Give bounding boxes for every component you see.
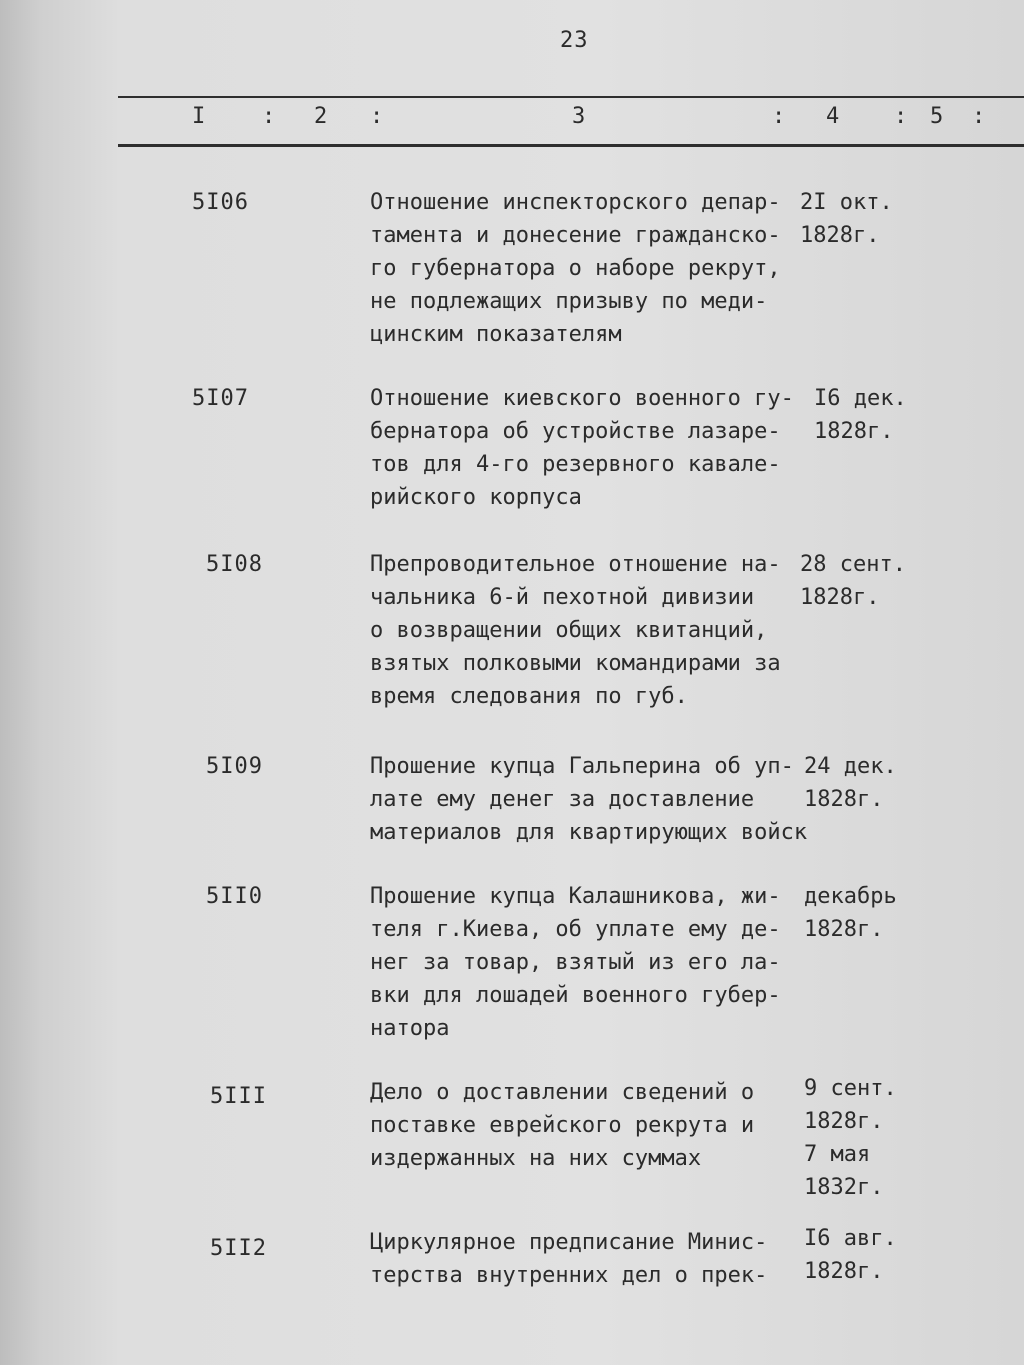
- entry-description: Отношение инспекторского депар- тамента и донесение гражданско- го губернатора о наборе рекрут, не подлежащих призыву по меди- цинским показателям: [370, 190, 781, 347]
- entry-number: 5II0: [206, 884, 263, 909]
- entry-date: 24 дек. 1828г.: [804, 754, 897, 812]
- entry-number: 5III: [210, 1084, 267, 1109]
- header-sep-2: :: [370, 104, 384, 129]
- header-col-4: 4: [826, 104, 840, 129]
- header-col-1: I: [192, 104, 206, 129]
- header-sep-5: :: [972, 104, 986, 129]
- entry-description: Дело о доставлении сведений о поставке еврейского рекрута и издержанных на них суммах: [370, 1080, 755, 1171]
- page-number: 23: [560, 28, 589, 53]
- entry-number: 5I07: [192, 386, 249, 411]
- header-sep-3: :: [772, 104, 786, 129]
- header-bottom-rule: [118, 144, 1024, 147]
- entry-date: I6 авг. 1828г.: [804, 1226, 897, 1284]
- header-col-2: 2: [314, 104, 328, 129]
- header-sep-1: :: [262, 104, 276, 129]
- entry-description: Препроводительное отношение на- чальника 6-й пехотной дивизии о возвращении общих квитанций, взятых полковыми командирами за время следования по губ.: [370, 552, 781, 709]
- entry-number: 5I06: [192, 190, 249, 215]
- entry-description: Прошение купца Калашникова, жи- теля г.Киева, об уплате ему де- нег за товар, взятый из его ла- вки для лошадей военного губер- натора: [370, 884, 781, 1041]
- entry-number: 5I08: [206, 552, 263, 577]
- header-top-rule: [118, 96, 1024, 98]
- entry-date: I6 дек. 1828г.: [814, 386, 907, 444]
- entry-number: 5II2: [210, 1236, 267, 1261]
- header-sep-4: :: [894, 104, 908, 129]
- entry-date: 9 сент. 1828г. 7 мая 1832г.: [804, 1076, 897, 1200]
- entry-description: Отношение киевского военного гу- бернатора об устройстве лазаре- тов для 4-го резервного кавале- рийского корпуса: [370, 386, 794, 510]
- entry-date: декабрь 1828г.: [804, 884, 897, 942]
- entry-description: Прошение купца Гальперина об уп- лате ему денег за доставление материалов для квартирующих войск: [370, 754, 808, 845]
- entry-description: Циркулярное предписание Минис- терства внутренних дел о прек-: [370, 1230, 768, 1288]
- entry-date: 2I окт. 1828г.: [800, 190, 893, 248]
- header-col-3: 3: [572, 104, 586, 129]
- entry-date: 28 сент. 1828г.: [800, 552, 906, 610]
- entry-number: 5I09: [206, 754, 263, 779]
- header-col-5: 5: [930, 104, 944, 129]
